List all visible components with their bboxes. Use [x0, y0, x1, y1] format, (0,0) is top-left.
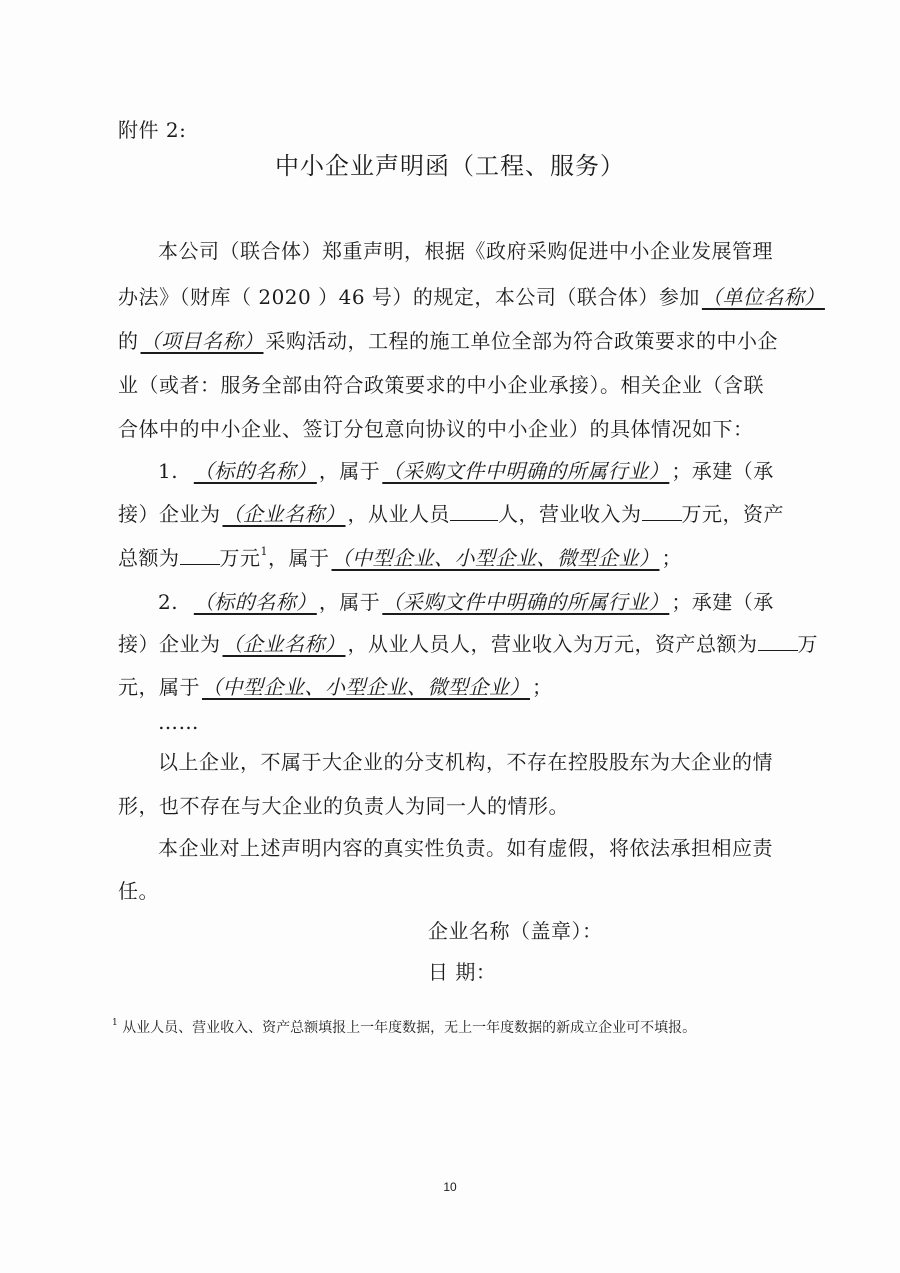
para1-line1: 本公司（联合体）郑重声明，根据《政府采购促进中小企业发展管理 — [158, 239, 773, 263]
para1-line2-text: 办法》（财库（ 2020 ）46 号）的规定，本公司（联合体）参加 — [118, 285, 700, 309]
item1-subject-name-field: （标的名称） — [193, 459, 317, 483]
para1-line3 — [118, 327, 778, 355]
unit-name-field: （单位名称） — [701, 285, 825, 309]
item1-assets-label: 万元，资产 — [681, 502, 784, 526]
attachment-label: 附件 2: — [118, 118, 187, 142]
page-number: 10 — [443, 1180, 457, 1194]
para1-line2 — [118, 283, 827, 311]
item2-assets-blank — [758, 630, 798, 651]
item1-industry-field: （采购文件中明确的所属行业） — [382, 459, 670, 483]
item2-belongs-label: 元，属于 — [118, 675, 200, 699]
footnote — [112, 1018, 696, 1038]
para2-line1: 以上企业，不属于大企业的分支机构，不存在控股股东为大企业的情 — [158, 750, 773, 774]
item2-line1 — [158, 588, 774, 616]
footnote-text: 从业人员、营业收入、资产总额填报上一年度数据，无上一年度数据的新成立企业可不填报。 — [122, 1020, 697, 1036]
item2-number: 2. — [158, 590, 179, 614]
footnote-marker: 1 — [260, 545, 268, 558]
item1-line3 — [118, 544, 682, 572]
para3-line1: 本企业对上述声明内容的真实性负责。如有虚假，将依法承担相应责 — [158, 836, 773, 860]
para2-line2: 形，也不存在与大企业的负责人为同一人的情形。 — [118, 794, 569, 818]
item1-number: 1. — [158, 459, 179, 483]
item2-contractor-text: ；承建（承 — [671, 590, 774, 614]
item2-line3 — [118, 673, 553, 701]
footnote-mark: 1 — [112, 1018, 118, 1028]
project-name-field: （项目名称） — [140, 329, 264, 353]
item1-assets-blank — [180, 544, 220, 565]
item2-enterprise-label: 接）企业为 — [118, 632, 221, 656]
item2-details-text: ，从业人员人，营业收入为万元，资产总额为 — [347, 632, 758, 656]
para1-line5: 合体中的中小企业、签订分包意向协议的中小企业）的具体情况如下： — [118, 417, 754, 441]
item1-revenue-label: 人，营业收入为 — [498, 502, 642, 526]
item1-enterprise-label: 接）企业为 — [118, 502, 221, 526]
ellipsis: …… — [158, 710, 199, 734]
item2-subject-name-field: （标的名称） — [193, 590, 317, 614]
item2-enterprise-type-field: （中型企业、小型企业、微型企业） — [202, 675, 530, 699]
item1-total-assets-label: 总额为 — [118, 546, 180, 570]
item2-line2 — [118, 630, 818, 658]
item2-unit-label: 万 — [797, 632, 818, 656]
item1-line2 — [118, 500, 784, 528]
item2-belongs-text: ，属于 — [318, 590, 381, 614]
item1-enterprise-type-field: （中型企业、小型企业、微型企业） — [331, 546, 660, 570]
item1-belongs-label: ，属于 — [268, 546, 330, 570]
item1-employees-label: ，从业人员 — [347, 502, 450, 526]
item1-contractor-text: ；承建（承 — [671, 459, 774, 483]
para3-line2: 任。 — [118, 879, 159, 903]
item1-revenue-blank — [642, 500, 682, 521]
item2-industry-field: （采购文件中明确的所属行业） — [382, 590, 670, 614]
para1-line3-prefix: 的 — [118, 329, 139, 353]
para1-line4: 业（或者：服务全部由符合政策要求的中小企业承接）。相关企业（含联 — [118, 373, 764, 397]
item1-line1 — [158, 457, 774, 485]
date-label: 日 期： — [428, 960, 497, 984]
item1-unit-label: 万元 — [219, 546, 261, 570]
item1-end-punct: ； — [661, 546, 682, 570]
item2-end-punct: ； — [532, 675, 553, 699]
para1-line3-text: 采购活动，工程的施工单位全部为符合政策要求的中小企 — [265, 329, 778, 353]
item1-belongs-text: ，属于 — [318, 459, 381, 483]
company-seal-label: 企业名称（盖章）： — [428, 919, 603, 943]
item1-enterprise-name-field: （企业名称） — [222, 502, 346, 526]
item2-enterprise-name-field: （企业名称） — [222, 632, 346, 656]
item1-employees-blank — [450, 500, 498, 521]
document-title: 中小企业声明函（工程、服务） — [275, 152, 625, 180]
